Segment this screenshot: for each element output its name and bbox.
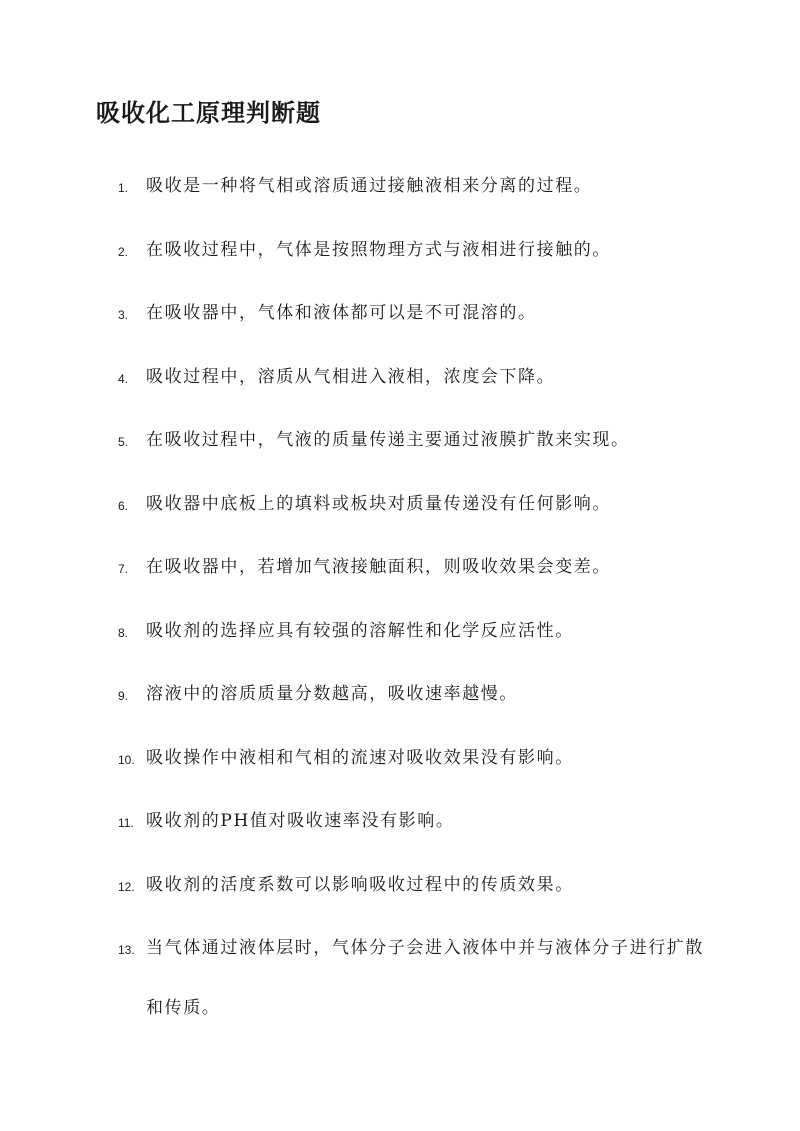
list-item [118, 616, 718, 648]
question-number: 4. [118, 371, 129, 386]
list-item [118, 870, 718, 902]
question-number: 8. [118, 625, 129, 640]
question-number: 9. [118, 689, 129, 703]
list-item [118, 235, 718, 267]
list-item [118, 743, 718, 775]
page-title: 吸收化工原理判断题 [96, 98, 321, 127]
list-item [118, 552, 718, 584]
question-text: 吸收剂的选择应具有较强的溶解性和化学反应活性。 [146, 620, 574, 641]
question-number: 12. [118, 879, 135, 894]
question-number: 11. [118, 816, 134, 830]
question-number: 1. [118, 181, 129, 195]
question-text: 吸收是一种将气相或溶质通过接触液相来分离的过程。 [146, 176, 593, 196]
question-number: 3. [118, 308, 129, 322]
question-text: 在吸收器中，气体和液体都可以是不可混溶的。 [146, 303, 537, 323]
question-number: 13. [118, 943, 135, 957]
list-item [118, 679, 718, 711]
question-text: 吸收操作中液相和气相的流速对吸收效果没有影响。 [146, 747, 574, 768]
question-text: 吸收器中底板上的填料或板块对质量传递没有任何影响。 [146, 493, 611, 514]
question-text: 吸收过程中，溶质从气相进入液相，浓度会下降。 [146, 366, 556, 387]
list-item [118, 171, 718, 203]
question-number: 10. [118, 752, 135, 767]
question-text: 在吸收过程中，气体是按照物理方式与液相进行接触的。 [146, 239, 611, 260]
list-item [118, 806, 718, 838]
question-text: 溶液中的溶质质量分数越高，吸收速率越慢。 [146, 684, 518, 704]
question-list [118, 171, 718, 1070]
question-text: 当气体通过液体层时，气体分子会进入液体中并与液体分子进行扩散和传质。 [146, 938, 704, 1018]
list-item [118, 425, 718, 457]
question-text: 在吸收过程中，气液的质量传递主要通过液膜扩散来实现。 [146, 430, 630, 450]
question-number: 2. [118, 244, 129, 259]
list-item [118, 362, 718, 394]
question-text: 在吸收器中，若增加气液接触面积，则吸收效果会变差。 [146, 557, 611, 577]
question-text: 吸收剂的PH值对吸收速率没有影响。 [146, 811, 455, 831]
list-item [118, 489, 718, 521]
question-number: 5. [118, 435, 129, 449]
question-text: 吸收剂的活度系数可以影响吸收过程中的传质效果。 [146, 874, 574, 895]
question-number: 7. [118, 562, 129, 576]
question-number: 6. [118, 498, 129, 513]
list-item [118, 298, 718, 330]
list-item [118, 933, 718, 1038]
